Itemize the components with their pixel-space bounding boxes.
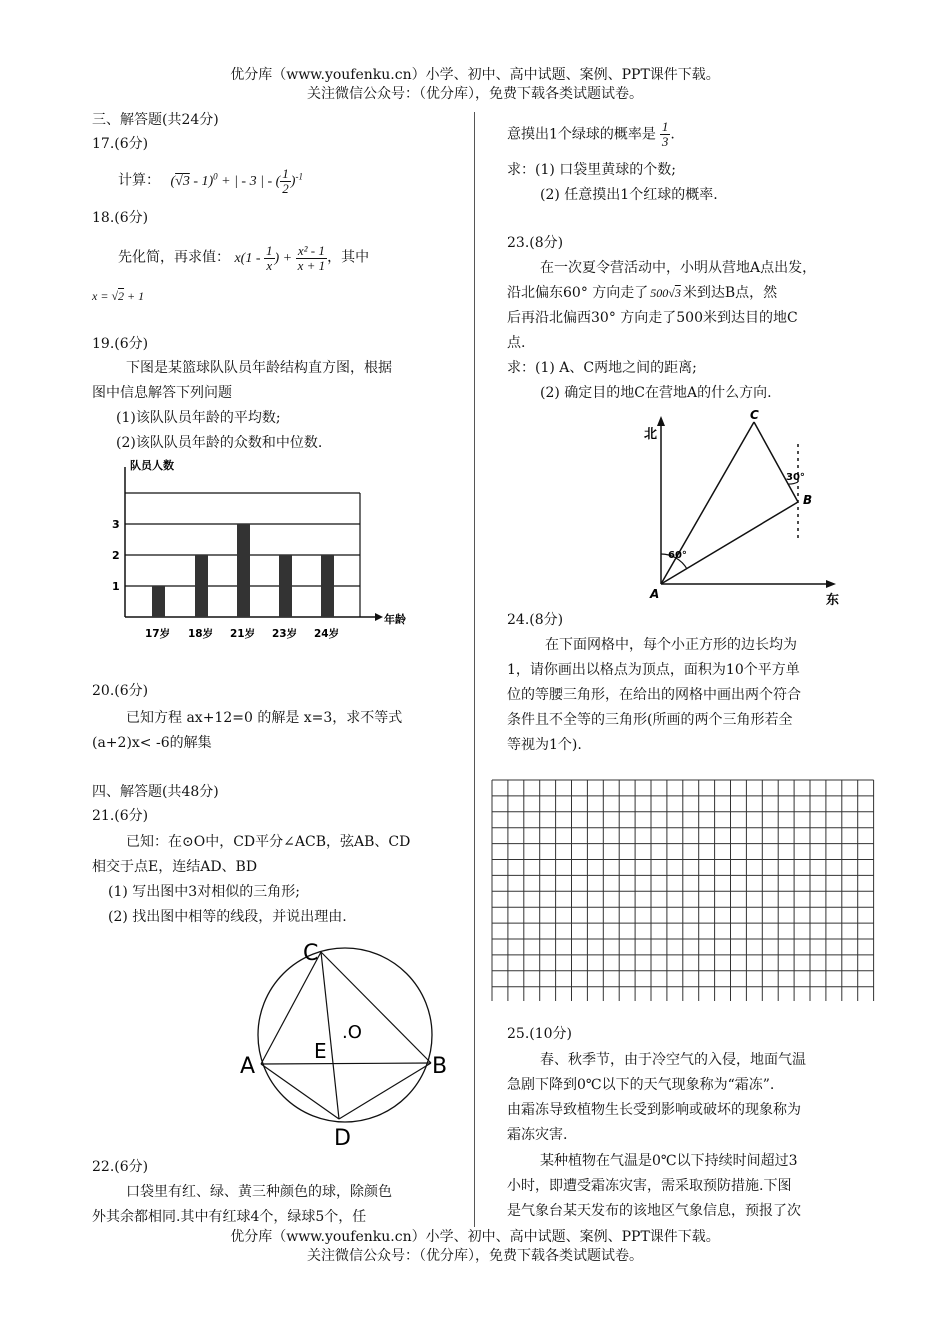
- q23-line-2: 沿北偏东60° 方向走了 500√3 米到达B点，然: [507, 285, 778, 301]
- q25-line-5: 某种植物在气温是0℃以下持续时间超过3: [540, 1153, 798, 1169]
- q22-ask-1: 求：(1) 口袋里黄球的个数;: [507, 162, 676, 178]
- label-b: B: [432, 1054, 448, 1079]
- q18-expression: 先化简，再求值： x(1 - $\frac{1}{x}$ ) + $\frac{\text{x² - 1}}{x + 1}$ ，其中: [118, 243, 370, 273]
- label-east: 东: [826, 593, 840, 608]
- q23-number: 23.(8分): [507, 235, 564, 251]
- q22-line-1: 口袋里有红、绿、黄三种颜色的球，除颜色: [126, 1184, 392, 1200]
- x-axis-label: 年龄: [384, 613, 406, 626]
- q22-line-2: 外其余都相同.其中有红球4个，绿球5个，任: [92, 1209, 367, 1225]
- bar-24岁: [321, 555, 334, 617]
- q18-given: x = √2 + 1: [92, 289, 145, 303]
- q24-line-3: 位的等腰三角形，在给出的网格中画出两个符合: [507, 687, 801, 703]
- north-arrow: [657, 416, 665, 426]
- label-c: C: [303, 941, 319, 966]
- q22-line-3: 意摸出1个绿球的概率是 $\frac{1}{3}$ .: [507, 119, 675, 149]
- square-grid: [491, 779, 875, 1001]
- label-30: 30°: [786, 472, 805, 483]
- q19-part-2: (2)该队队员年龄的众数和中位数.: [116, 435, 323, 451]
- segment-bc: [754, 422, 798, 502]
- q24-line-4: 条件且不全等的三角形(所画的两个三角形若全: [507, 712, 793, 728]
- q19-intro-1: 下图是某篮球队队员年龄结构直方图，根据: [126, 360, 392, 376]
- q18-number: 18.(6分): [92, 210, 149, 226]
- header-line-2: 关注微信公众号：（优分库），免费下载各类试题试卷。: [307, 86, 643, 102]
- q21-part-1: (1) 写出图中3对相似的三角形;: [108, 884, 300, 900]
- q21-line-2: 相交于点E，连结AD、BD: [92, 859, 258, 875]
- header-line-1: 优分库（www.youfenku.cn）小学、初中、高中试题、案例、PPT课件下载。: [230, 67, 720, 83]
- q23-line-3: 后再沿北偏西30° 方向走了500米到达目的地C: [507, 310, 798, 326]
- bar-17岁: [152, 586, 165, 617]
- q21-number: 21.(6分): [92, 808, 149, 824]
- section-3-title: 三、解答题(共24分): [92, 112, 219, 128]
- segment-ca: [261, 952, 321, 1064]
- q25-number: 25.(10分): [507, 1026, 573, 1042]
- y-tick-label: 3: [112, 518, 120, 531]
- column-divider: [474, 112, 475, 1227]
- q22-number: 22.(6分): [92, 1159, 149, 1175]
- segment-bd: [339, 1063, 431, 1119]
- y-axis-label: 队员人数: [130, 459, 174, 472]
- q20-number: 20.(6分): [92, 683, 149, 699]
- label-a: A: [240, 1054, 256, 1079]
- q24-line-1: 在下面网格中，每个小正方形的边长均为: [545, 637, 797, 653]
- footer-line-2: 关注微信公众号：（优分库），免费下载各类试题试卷。: [307, 1248, 643, 1264]
- section-4-title: 四、解答题(共48分): [92, 784, 219, 800]
- x-axis-arrow: [375, 613, 383, 621]
- chord-cd: [321, 952, 339, 1119]
- y-tick-label: 1: [112, 580, 120, 593]
- q25-line-7: 是气象台某天发布的该地区气象信息，预报了次: [507, 1203, 801, 1219]
- q24-line-2: 1，请你画出以格点为顶点，面积为10个平方单: [507, 662, 800, 678]
- label-d: D: [334, 1126, 351, 1151]
- east-arrow: [826, 580, 836, 588]
- label-b: B: [803, 493, 813, 507]
- q19-number: 19.(6分): [92, 336, 149, 352]
- q20-line-2: (a+2)x< -6的解集: [92, 735, 212, 751]
- q23-line-4: 点.: [507, 335, 526, 351]
- q24-line-5: 等视为1个).: [507, 737, 582, 753]
- segment-ad: [261, 1064, 339, 1119]
- q24-number: 24.(8分): [507, 612, 564, 628]
- q19-part-1: (1)该队队员年龄的平均数;: [116, 410, 281, 426]
- q21-part-2: (2) 找出图中相等的线段，并说出理由.: [108, 909, 347, 925]
- bar-23岁: [279, 555, 292, 617]
- direction-diagram: [640, 406, 850, 608]
- segment-cb: [321, 952, 431, 1063]
- label-o: .O: [342, 1022, 362, 1043]
- x-tick-label: 18岁: [188, 628, 214, 640]
- bar-21岁: [237, 524, 250, 617]
- q25-line-2: 急剧下降到0℃以下的天气现象称为“霜冻”.: [507, 1077, 775, 1093]
- label-e: E: [314, 1039, 327, 1063]
- circle-diagram: [232, 930, 462, 1152]
- x-tick-label: 17岁: [145, 628, 171, 640]
- q21-line-1: 已知：在⊙O中，CD平分∠ACB，弦AB、CD: [126, 834, 411, 850]
- label-a: A: [650, 587, 660, 601]
- x-tick-label: 23岁: [272, 628, 298, 640]
- y-tick-label: 2: [112, 549, 120, 562]
- q25-line-4: 霜冻灾害.: [507, 1127, 568, 1143]
- q17-expression: 计算： (√3 - 1)$^0$ + | - 3 | - ( $\frac{1}{2}$ )$^{-1}$: [118, 165, 303, 196]
- footer-line-1: 优分库（www.youfenku.cn）小学、初中、高中试题、案例、PPT课件下载。: [230, 1229, 720, 1245]
- label-north: 北: [644, 427, 658, 442]
- q22-ask-2: (2) 任意摸出1个红球的概率.: [540, 187, 718, 203]
- q17-number: 17.(6分): [92, 136, 149, 152]
- q25-line-1: 春、秋季节，由于冷空气的入侵，地面气温: [540, 1052, 806, 1068]
- x-tick-label: 21岁: [230, 628, 256, 640]
- segment-ab: [661, 502, 798, 584]
- q20-line-1: 已知方程 ax+12=0 的解是 x=3，求不等式: [126, 710, 403, 726]
- label-c: C: [750, 408, 759, 422]
- q23-line-1: 在一次夏令营活动中，小明从营地A点出发，: [540, 260, 817, 276]
- chord-ab: [261, 1063, 431, 1064]
- q25-line-6: 小时，即遭受霜冻灾害，需采取预防措施.下图: [507, 1178, 792, 1194]
- q25-line-3: 由霜冻导致植物生长受到影响或破坏的现象称为: [507, 1102, 801, 1118]
- x-tick-label: 24岁: [314, 628, 340, 640]
- age-histogram: [100, 455, 420, 645]
- bar-18岁: [195, 555, 208, 617]
- q23-ask-1: 求：(1) A、C两地之间的距离;: [507, 360, 697, 376]
- label-60: 60°: [668, 550, 687, 561]
- q19-intro-2: 图中信息解答下列问题: [92, 385, 232, 401]
- q23-ask-2: (2) 确定目的地C在营地A的什么方向.: [540, 385, 772, 401]
